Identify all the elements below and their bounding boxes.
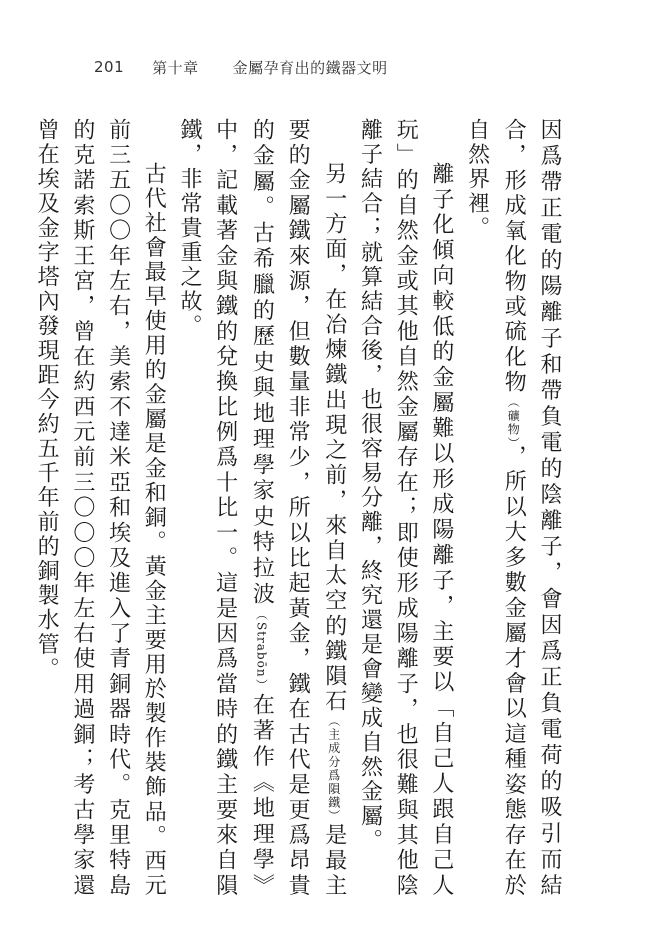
body-paragraph bbox=[28, 118, 171, 898]
paragraph-text: 另一方面，在冶煉鐵出現之前，來自太空的鐵隕石 bbox=[321, 162, 347, 715]
paragraph-text: 古代社會最早使用的金屬是金和銅。黃金主要用於製作裝飾品。西元前三五〇〇年左右，美索不達米亞和埃及進入了青銅器時代。克里特島的克諾索斯王宮，曾在約西元前三〇〇〇年左右使用過銅；考古學家還曾在埃及金字塔內發現距今約五千年前的銅製水管。 bbox=[34, 118, 167, 898]
body-paragraph bbox=[459, 118, 567, 898]
running-header bbox=[94, 55, 388, 79]
paragraph-text: 離子化傾向較低的金屬難以形成陽離子，主要以「自己人跟自己人玩」的自然金或其他自然金屬存在；即使形成陽離子，也很難與其他陰離子結合；就算結合後，也很容易分離，終究還是會變成自然金屬。 bbox=[357, 118, 454, 898]
body-paragraph bbox=[171, 118, 352, 898]
paragraph-text: 在著作《地理學》中，記載著金與鐵的兌換比例爲十比一。這是因爲當時的鐵主要來自隕鐵，非常貴重之故。 bbox=[176, 118, 275, 899]
page-number: 201 bbox=[94, 58, 125, 76]
paragraph-text: ，所以大多數金屬才會以這種姿態存在於自然界裡。 bbox=[464, 118, 527, 898]
inline-note: （主成分爲隕鐵） bbox=[326, 714, 341, 824]
inline-note: （礦物） bbox=[506, 395, 521, 445]
body-paragraph bbox=[352, 118, 459, 898]
chapter-title: 金屬孕育出的鐵器文明 bbox=[232, 58, 388, 77]
inline-note: （Strabōn） bbox=[254, 607, 269, 694]
chapter-label: 第十章 bbox=[152, 58, 199, 77]
vertical-text-body bbox=[28, 118, 567, 898]
paragraph-text: 因爲帶正電的陽離子和帶負電的陰離子，會因爲正負電荷的吸引而結合，形成氧化物或硫化物 bbox=[501, 118, 562, 898]
paragraph-text: 是最主要的金屬鐵來源，但數量非常少，所以比起黃金，鐵在古代是更爲昂貴的金屬。古希臘的歷史與地理學家史特拉波 bbox=[249, 118, 347, 898]
